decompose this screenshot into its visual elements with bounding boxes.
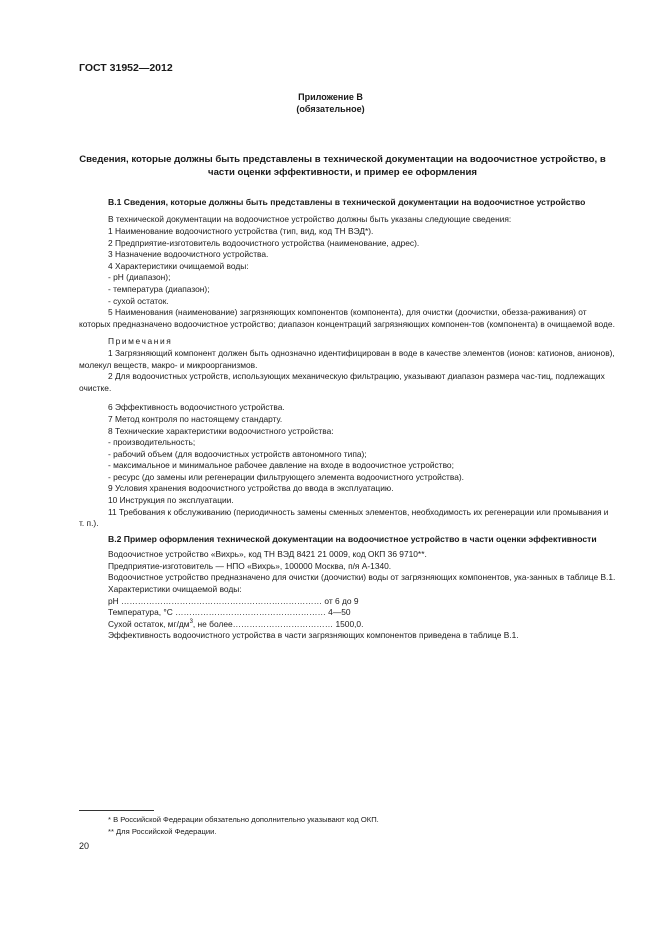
- b2-purpose-line: Водоочистное устройство предназначено для очистки (доочистки) воды от загрязняющих компонентов, ука-занных в таблице В.1.: [108, 572, 616, 583]
- dry-residue-label: Сухой остаток, мг/дм: [108, 618, 190, 629]
- document-body: [79, 197, 616, 642]
- list-item: - максимальное и минимальное рабочее давление на входе в водоочистное устройство;: [108, 460, 454, 471]
- b2-device-line: Водоочистное устройство «Вихрь», код ТН ВЭД 8421 21 0009, код ОКП 36 9710**.: [108, 549, 427, 560]
- list-item: - температура (диапазон);: [108, 283, 210, 294]
- section-b1-heading: В.1 Сведения, которые должны быть представлены в технической документации на водоочистное устройство: [108, 197, 586, 207]
- list-item: - производительность;: [108, 437, 196, 448]
- list-item: - рабочий объем (для водоочистных устройств автономного типа);: [108, 448, 367, 459]
- list-item: 6 Эффективность водоочистного устройства.: [108, 402, 285, 413]
- note-1: 1 Загрязняющий компонент должен быть однозначно идентифицирован в воде в качестве элементов (ионов: катионов, анионов), молекул веществ, макро- и микроорганизмов.: [79, 347, 615, 370]
- list-item: 4 Характеристики очищаемой воды:: [108, 260, 249, 271]
- section-b2-heading: В.2 Пример оформления технической документации на водоочистное устройство в части оценки эффективности: [108, 533, 597, 544]
- dry-residue-line: [79, 619, 616, 631]
- list-item-5: 5 Наименования (наименование) загрязняющих компонентов (компонента), для очистки (доочистки, обезза-раживания) от которых предназначено водоочистное устройство; диапазон концентраций загрязняющих компонен-тов (компонента) в очищаемой воде.: [79, 307, 615, 329]
- document-id-header: ГОСТ 31952—2012: [79, 62, 173, 74]
- appendix-title: Приложение В: [298, 92, 363, 102]
- dry-residue-value: , не более……………………………… 1500,0.: [192, 618, 364, 629]
- notes-heading: Примечания: [108, 336, 173, 347]
- ph-line: рН ……………………………………………………………… от 6 до 9: [108, 595, 359, 606]
- dry-residue-superscript: 3: [189, 618, 193, 625]
- appendix-status: (обязательное): [296, 104, 365, 114]
- list-item: 3 Назначение водоочистного устройства.: [108, 249, 269, 260]
- list-item: 7 Метод контроля по настоящему стандарту.: [108, 413, 283, 424]
- list-item: 8 Технические характеристики водоочистного устройства:: [108, 425, 334, 436]
- list-item: 1 Наименование водоочистного устройства (тип, вид, код ТН ВЭД*).: [108, 226, 374, 236]
- list-item: - сухой остаток.: [108, 295, 169, 306]
- section-b1-intro: В технической документации на водоочистное устройство должны быть указаны следующие сведения:: [108, 214, 512, 225]
- footnote-divider: [79, 810, 154, 811]
- page-number: 20: [79, 841, 90, 851]
- b2-water-characteristics-line: Характеристики очищаемой воды:: [108, 584, 242, 595]
- b2-manufacturer-line: Предприятие-изготовитель — НПО «Вихрь», 100000 Москва, п/я А-1340.: [108, 560, 392, 571]
- list-item: 2 Предприятие-изготовитель водоочистного устройства (наименование, адрес).: [108, 237, 420, 248]
- list-item: 9 Условия хранения водоочистного устройства до ввода в эксплуатацию.: [108, 483, 394, 494]
- list-item: - ресурс (до замены или регенерации фильтрующего элемента водоочистного устройства).: [108, 471, 464, 482]
- main-title: Сведения, которые должны быть представлены в технической документации на водоочистное устройство, в части оценки эффективности, и пример ее оформления: [79, 154, 606, 178]
- temperature-line: Температура, °С ……………………………………………… 4—50: [108, 607, 351, 618]
- list-item-11: 11 Требования к обслуживанию (периодичность замены сменных элементов, необходимость их регенерации или промывания и т. п.).: [79, 506, 609, 529]
- footnote-1: * В Российской Федерации обязательно дополнительно указывают код ОКП.: [108, 815, 379, 824]
- b2-efficiency-line: Эффективность водоочистного устройства в части загрязняющих компонентов приведена в таблице В.1.: [108, 630, 519, 641]
- footnote-2: ** Для Российской Федерации.: [108, 827, 217, 836]
- note-2: 2 Для водоочистных устройств, использующих механическую фильтрацию, указывают диапазон размера час-тиц, подлежащих очистке.: [79, 371, 605, 393]
- list-item: - рН (диапазон);: [108, 272, 171, 283]
- list-item: 10 Инструкция по эксплуатации.: [108, 495, 234, 506]
